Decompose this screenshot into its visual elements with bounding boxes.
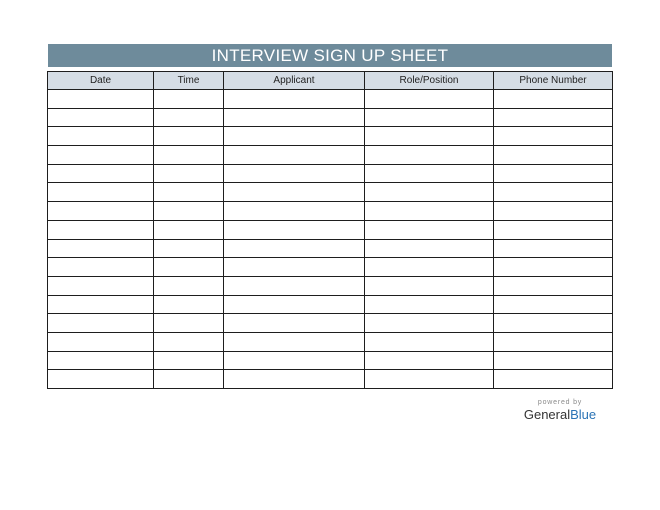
cell-date[interactable]: [48, 108, 154, 127]
cell-date[interactable]: [48, 127, 154, 146]
cell-applicant[interactable]: [224, 90, 365, 109]
header-row: [48, 72, 613, 90]
cell-time[interactable]: [154, 258, 224, 277]
sheet-title: INTERVIEW SIGN UP SHEET: [48, 44, 612, 67]
cell-role-position[interactable]: [365, 370, 494, 389]
cell-phone-number[interactable]: [494, 146, 613, 165]
cell-time[interactable]: [154, 202, 224, 221]
cell-date[interactable]: [48, 220, 154, 239]
cell-date[interactable]: [48, 239, 154, 258]
cell-phone-number[interactable]: [494, 370, 613, 389]
cell-date[interactable]: [48, 164, 154, 183]
cell-date[interactable]: [48, 202, 154, 221]
cell-time[interactable]: [154, 276, 224, 295]
generalblue-logo[interactable]: [520, 398, 600, 423]
cell-applicant[interactable]: [224, 276, 365, 295]
cell-role-position[interactable]: [365, 276, 494, 295]
table-row: [48, 370, 613, 389]
table-row: [48, 332, 613, 351]
table-row: [48, 183, 613, 202]
cell-phone-number[interactable]: [494, 164, 613, 183]
table-row: [48, 146, 613, 165]
cell-role-position[interactable]: [365, 146, 494, 165]
table-row: [48, 108, 613, 127]
cell-role-position[interactable]: [365, 332, 494, 351]
cell-phone-number[interactable]: [494, 90, 613, 109]
cell-applicant[interactable]: [224, 370, 365, 389]
cell-time[interactable]: [154, 108, 224, 127]
brand-name: [520, 407, 600, 423]
cell-applicant[interactable]: [224, 258, 365, 277]
cell-time[interactable]: [154, 239, 224, 258]
cell-role-position[interactable]: [365, 127, 494, 146]
table-row: [48, 90, 613, 109]
cell-phone-number[interactable]: [494, 258, 613, 277]
column-header-phone-number: Phone Number: [494, 72, 613, 90]
column-header-date: Date: [48, 72, 154, 90]
column-header-time: Time: [154, 72, 224, 90]
cell-time[interactable]: [154, 146, 224, 165]
column-header-applicant: Applicant: [224, 72, 365, 90]
cell-date[interactable]: [48, 183, 154, 202]
cell-phone-number[interactable]: [494, 220, 613, 239]
signup-table: [47, 71, 613, 389]
cell-time[interactable]: [154, 295, 224, 314]
cell-applicant[interactable]: [224, 183, 365, 202]
table-row: [48, 202, 613, 221]
cell-role-position[interactable]: [365, 183, 494, 202]
cell-role-position[interactable]: [365, 202, 494, 221]
cell-date[interactable]: [48, 332, 154, 351]
cell-time[interactable]: [154, 370, 224, 389]
cell-role-position[interactable]: [365, 164, 494, 183]
table-row: [48, 351, 613, 370]
cell-applicant[interactable]: [224, 239, 365, 258]
cell-phone-number[interactable]: [494, 276, 613, 295]
cell-time[interactable]: [154, 220, 224, 239]
cell-phone-number[interactable]: [494, 183, 613, 202]
cell-date[interactable]: [48, 90, 154, 109]
cell-date[interactable]: [48, 276, 154, 295]
cell-applicant[interactable]: [224, 146, 365, 165]
table-row: [48, 220, 613, 239]
cell-time[interactable]: [154, 127, 224, 146]
table-row: [48, 295, 613, 314]
cell-role-position[interactable]: [365, 220, 494, 239]
cell-role-position[interactable]: [365, 239, 494, 258]
powered-by-text: powered by: [537, 399, 583, 406]
table-row: [48, 258, 613, 277]
cell-applicant[interactable]: [224, 295, 365, 314]
column-header-role-position: Role/Position: [365, 72, 494, 90]
cell-phone-number[interactable]: [494, 108, 613, 127]
cell-phone-number[interactable]: [494, 239, 613, 258]
brand-name-general: General: [523, 407, 571, 422]
cell-role-position[interactable]: [365, 351, 494, 370]
table-row: [48, 239, 613, 258]
brand-name-blue: Blue: [570, 407, 597, 422]
cell-time[interactable]: [154, 90, 224, 109]
cell-date[interactable]: [48, 295, 154, 314]
cell-time[interactable]: [154, 314, 224, 333]
cell-time[interactable]: [154, 332, 224, 351]
cell-phone-number[interactable]: [494, 202, 613, 221]
table-row: [48, 314, 613, 333]
cell-applicant[interactable]: [224, 164, 365, 183]
cell-phone-number[interactable]: [494, 314, 613, 333]
cell-applicant[interactable]: [224, 202, 365, 221]
table-body: [48, 90, 613, 389]
cell-role-position[interactable]: [365, 258, 494, 277]
cell-time[interactable]: [154, 351, 224, 370]
cell-role-position[interactable]: [365, 90, 494, 109]
cell-date[interactable]: [48, 146, 154, 165]
cell-role-position[interactable]: [365, 295, 494, 314]
cell-applicant[interactable]: [224, 108, 365, 127]
cell-phone-number[interactable]: [494, 127, 613, 146]
cell-applicant[interactable]: [224, 127, 365, 146]
table-row: [48, 164, 613, 183]
cell-applicant[interactable]: [224, 220, 365, 239]
cell-date[interactable]: [48, 258, 154, 277]
cell-role-position[interactable]: [365, 314, 494, 333]
cell-time[interactable]: [154, 183, 224, 202]
cell-date[interactable]: [48, 314, 154, 333]
cell-role-position[interactable]: [365, 108, 494, 127]
table-row: [48, 276, 613, 295]
cell-applicant[interactable]: [224, 332, 365, 351]
cell-applicant[interactable]: [224, 351, 365, 370]
cell-time[interactable]: [154, 164, 224, 183]
table-row: [48, 127, 613, 146]
cell-phone-number[interactable]: [494, 332, 613, 351]
cell-phone-number[interactable]: [494, 351, 613, 370]
cell-date[interactable]: [48, 370, 154, 389]
cell-phone-number[interactable]: [494, 295, 613, 314]
cell-date[interactable]: [48, 351, 154, 370]
cell-applicant[interactable]: [224, 314, 365, 333]
